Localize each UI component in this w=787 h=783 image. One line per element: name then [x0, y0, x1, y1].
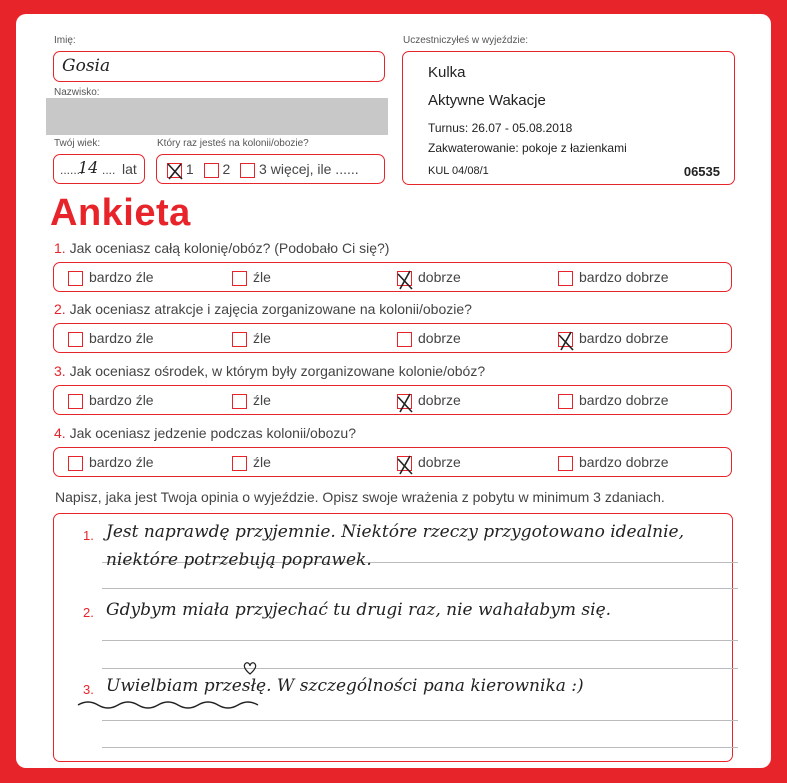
question-3-answers	[53, 385, 732, 415]
sentence-2-line-1: Gdybym miała przyjechać tu drugi raz, nie wahałabym się.	[106, 600, 612, 620]
answer-checkbox[interactable]	[397, 394, 412, 409]
answer-checkbox[interactable]	[558, 394, 573, 409]
question-label: Jak oceniasz atrakcje i zajęcia zorganizowane na kolonii/obozie?	[69, 301, 472, 317]
age-field[interactable]: ....... 14 .... lat	[53, 154, 145, 184]
answer-label: dobrze	[418, 392, 461, 408]
answer-option[interactable]	[68, 269, 154, 286]
visit-option-1-checkbox[interactable]	[167, 163, 182, 178]
answer-label: bardzo źle	[89, 269, 154, 285]
trip-info-box	[402, 51, 735, 185]
opinion-prompt: Napisz, jaka jest Twoja opinia o wyjeździe. Opisz swoje wrażenia z pobytu w minimum 3 zdaniach.	[55, 489, 665, 505]
answer-checkbox[interactable]	[68, 332, 83, 347]
question-1-answers	[53, 262, 732, 292]
trip-name: Kulka	[428, 64, 466, 81]
answer-label: dobrze	[418, 269, 461, 285]
answer-checkbox[interactable]	[558, 456, 573, 471]
visit-label: Który raz jesteś na kolonii/obozie?	[157, 138, 309, 149]
check-mark-icon	[395, 267, 417, 291]
answer-checkbox[interactable]	[397, 332, 412, 347]
visit-option-2-label: 2	[222, 161, 231, 177]
visit-option-1-label: 1	[185, 161, 194, 177]
sentence-2-number: 2.	[83, 605, 94, 620]
answer-label: źle	[253, 392, 271, 408]
surname-label: Nazwisko:	[54, 87, 100, 98]
visit-option-3-label: 3 więcej, ile ......	[259, 161, 359, 177]
question-label: Jak oceniasz jedzenie podczas kolonii/obozu?	[69, 425, 356, 441]
trip-label: Uczestniczyłeś w wyjeździe:	[403, 35, 529, 46]
question-number: 1.	[54, 240, 66, 256]
question-3-text	[54, 363, 485, 379]
answer-option[interactable]	[558, 454, 669, 471]
name-field[interactable]	[53, 51, 385, 82]
answer-checkbox[interactable]	[232, 332, 247, 347]
answer-option[interactable]	[232, 269, 271, 286]
answer-label: bardzo dobrze	[579, 454, 669, 470]
trip-accommodation: Zakwaterowanie: pokoje z łazienkami	[428, 141, 627, 155]
answer-checkbox[interactable]	[232, 271, 247, 286]
answer-checkbox[interactable]	[397, 456, 412, 471]
answer-option[interactable]	[68, 454, 154, 471]
check-mark-icon	[556, 328, 578, 352]
answer-label: dobrze	[418, 454, 461, 470]
answer-checkbox[interactable]	[232, 394, 247, 409]
question-label: Jak oceniasz całą kolonię/obóz? (Podobało Ci się?)	[69, 240, 390, 256]
answer-label: bardzo źle	[89, 330, 154, 346]
name-label: Imię:	[54, 35, 76, 46]
trip-turn: Turnus: 26.07 - 05.08.2018	[428, 121, 573, 135]
visit-option-2-checkbox[interactable]	[204, 163, 219, 178]
question-number: 4.	[54, 425, 66, 441]
age-unit: lat	[122, 161, 137, 177]
answer-label: źle	[253, 330, 271, 346]
trip-number: 06535	[683, 164, 720, 179]
question-number: 2.	[54, 301, 66, 317]
name-value: Gosia	[62, 56, 111, 76]
wavy-underline	[76, 697, 276, 711]
answer-option[interactable]	[232, 330, 271, 347]
answer-option[interactable]	[558, 330, 669, 347]
question-2-answers	[53, 323, 732, 353]
answer-label: bardzo źle	[89, 392, 154, 408]
sentence-1-line-1: Jest naprawdę przyjemnie. Niektóre rzeczy przygotowano idealnie,	[106, 522, 685, 542]
sentence-1-number: 1.	[83, 528, 94, 543]
answer-option[interactable]	[68, 392, 154, 409]
ruled-line	[102, 747, 738, 748]
ruled-line	[102, 588, 738, 589]
ruled-line	[102, 640, 738, 641]
answer-label: źle	[253, 269, 271, 285]
age-label: Twój wiek:	[54, 138, 101, 149]
answer-option[interactable]	[397, 392, 461, 409]
check-mark-icon	[395, 452, 417, 476]
question-label: Jak oceniasz ośrodek, w którym były zorganizowane kolonie/obóz?	[69, 363, 486, 379]
answer-label: źle	[253, 454, 271, 470]
survey-form	[16, 14, 771, 768]
answer-option[interactable]	[232, 454, 271, 471]
visit-field	[156, 154, 385, 184]
answer-option[interactable]	[397, 454, 461, 471]
answer-label: bardzo dobrze	[579, 269, 669, 285]
question-number: 3.	[54, 363, 66, 379]
answer-label: dobrze	[418, 330, 461, 346]
answer-checkbox[interactable]	[68, 271, 83, 286]
question-2-text	[54, 301, 472, 317]
answer-option[interactable]	[68, 330, 154, 347]
ruled-line	[102, 720, 738, 721]
answer-option[interactable]	[558, 269, 669, 286]
answer-checkbox[interactable]	[68, 456, 83, 471]
answer-checkbox[interactable]	[558, 271, 573, 286]
question-1-text	[54, 240, 389, 256]
answer-checkbox[interactable]	[232, 456, 247, 471]
answer-checkbox[interactable]	[558, 332, 573, 347]
sentence-1-line-2: niektóre potrzebują poprawek.	[106, 550, 372, 570]
sentence-3-line-1: Uwielbiam przesłę. W szczególności pana kierownika :)	[106, 676, 584, 696]
visit-option-3-checkbox[interactable]	[240, 163, 255, 178]
answer-checkbox[interactable]	[68, 394, 83, 409]
question-4-text	[54, 425, 356, 441]
survey-title: Ankieta	[50, 192, 191, 234]
age-value: 14	[78, 158, 99, 177]
heart-doodle-icon	[242, 660, 258, 676]
answer-label: bardzo dobrze	[579, 392, 669, 408]
trip-program: Aktywne Wakacje	[428, 92, 546, 109]
answer-option[interactable]	[558, 392, 669, 409]
sentence-3-number: 3.	[83, 682, 94, 697]
answer-label: bardzo dobrze	[579, 330, 669, 346]
check-mark-icon	[395, 390, 417, 414]
ruled-line	[102, 668, 738, 669]
answer-checkbox[interactable]	[397, 271, 412, 286]
trip-code: KUL 04/08/1	[428, 165, 489, 177]
surname-redacted	[46, 98, 388, 135]
answer-option[interactable]	[232, 392, 271, 409]
answer-label: bardzo źle	[89, 454, 154, 470]
answer-option[interactable]	[397, 269, 461, 286]
question-4-answers	[53, 447, 732, 477]
answer-option[interactable]	[397, 330, 461, 347]
